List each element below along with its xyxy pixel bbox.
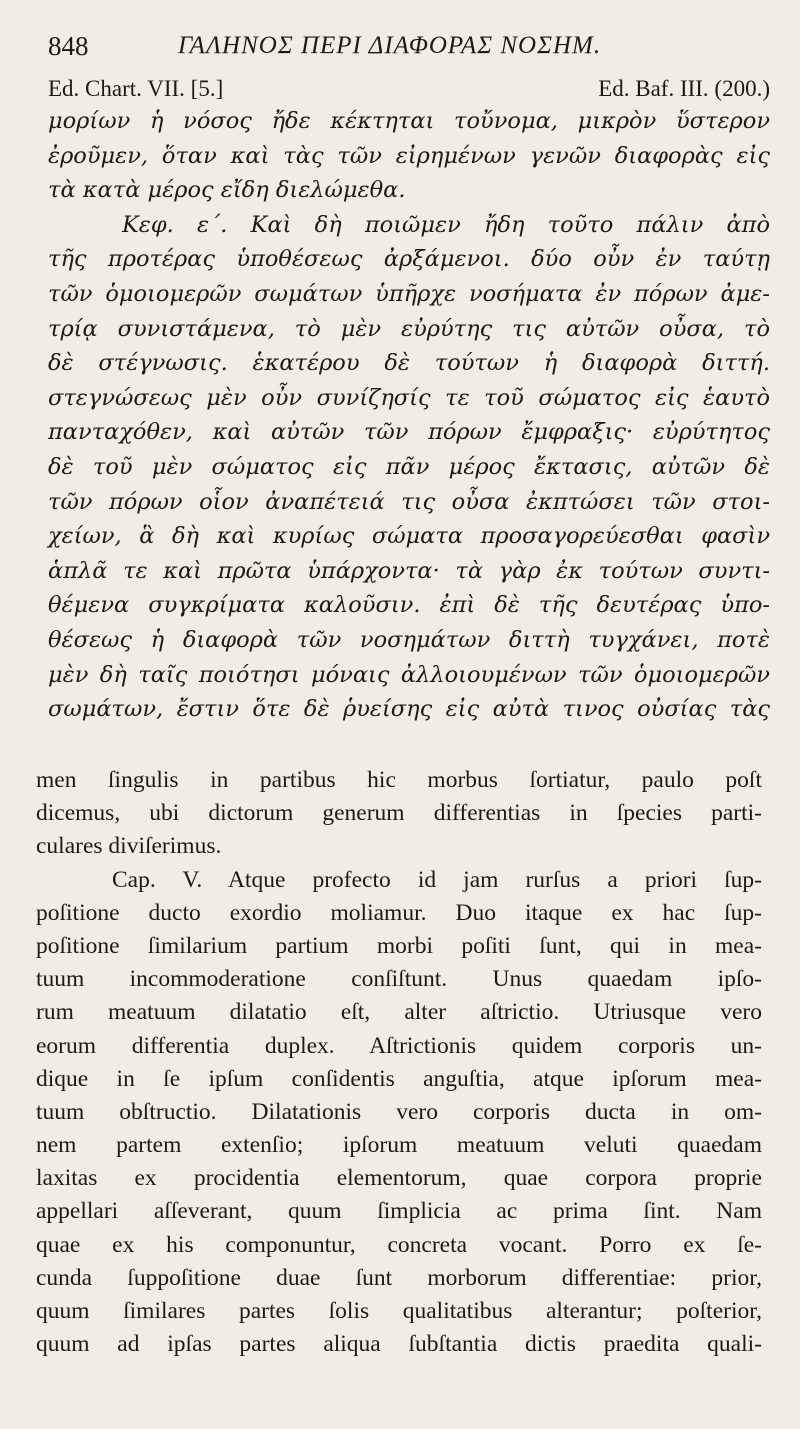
latin-line: quum ſimilares partes ſolis qualitatibus alterantur; poſterior, <box>36 1298 762 1324</box>
greek-line: τρίᾳ συνιστάμενα, τὸ μὲν εὐρύτης τις αὐτῶν οὖσα, τὸ <box>48 315 770 342</box>
latin-line: cunda ſuppoſitione duae ſunt morborum differentiae: prior, <box>36 1264 762 1291</box>
latin-line: poſitione ducto exordio moliamur. Duo itaque ex hac ſup- <box>36 899 762 926</box>
latin-line: poſitione ſimilarium partium morbi poſiti ſunt, qui in mea- <box>36 932 762 959</box>
greek-line: πανταχόθεν, καὶ αὐτῶν τῶν πόρων ἔμφραξις· εὐρύτητος <box>48 419 770 446</box>
greek-line: τὰ κατὰ μέρος εἴδη διελώμεθα. <box>48 177 406 204</box>
edition-basel-reference: Ed. Baf. III. (200.) <box>598 76 770 101</box>
running-head <box>48 28 768 64</box>
greek-text-block <box>48 104 770 727</box>
greek-line: δὲ στέγνωσις. ἑκατέρου δὲ τούτων ἡ διαφορὰ διττή. <box>48 350 770 377</box>
latin-line: appellari aſſeverant, quum ſimplicia ac prima ſint. Nam <box>36 1198 762 1225</box>
greek-line: τῆς προτέρας ὑποθέσεως ἀρξάμενοι. δύο οὖν ἐν ταύτῃ <box>48 246 770 273</box>
latin-line: quae ex his componuntur, concreta vocant. Porro ex ſe- <box>36 1231 762 1258</box>
greek-line: ἐροῦμεν, ὅταν καὶ τὰς τῶν εἰρημένων γενῶν διαφορὰς εἰς <box>48 142 770 169</box>
greek-line: τῶν πόρων οἷον ἀναπέτειά τις οὖσα ἐκπτώσει τῶν στοι- <box>48 488 770 515</box>
latin-line: culares diviſerimus. <box>36 833 222 860</box>
latin-chapter-heading-line: Cap. V. Atque profecto id jam rurſus a priori ſup- <box>112 866 762 893</box>
greek-line: δὲ τοῦ μὲν σώματος εἰς πᾶν μέρος ἔκτασις, αὐτῶν δὲ <box>48 453 770 480</box>
latin-line: men ſingulis in partibus hic morbus ſortiatur, paulo poſt <box>36 767 762 793</box>
latin-line: quum ad ipſas partes aliqua ſubſtantia dictis praedita quali- <box>36 1331 762 1358</box>
latin-line: nem partem extenſio; ipſorum meatuum veluti quaedam <box>36 1132 762 1159</box>
latin-line: tuum obſtructio. Dilatationis vero corporis ducta in om- <box>36 1098 762 1125</box>
greek-line: στεγνώσεως μὲν οὖν συνίζησίς τε τοῦ σώματος εἰς ἑαυτὸ <box>48 384 770 411</box>
latin-text-block <box>36 764 762 1361</box>
edition-chartier-reference: Ed. Chart. VII. [5.] <box>48 76 224 101</box>
latin-line: dicemus, ubi dictorum generum differentias in ſpecies parti- <box>36 800 762 827</box>
edition-reference-line <box>48 74 770 104</box>
latin-line: eorum differentia duplex. Aſtrictionis quidem corporis un- <box>36 1032 762 1059</box>
page-number: 848 <box>48 31 89 61</box>
latin-line: tuum incommoderatione conſiſtunt. Unus quaedam ipſo- <box>36 966 762 993</box>
greek-chapter-heading-line: Κεφ. ε΄. Καὶ δὴ ποιῶμεν ἤδη τοῦτο πάλιν ἀπὸ <box>122 211 770 238</box>
latin-line: dique in ſe ipſum conſidentis anguſtia, atque ipſorum mea- <box>36 1065 762 1092</box>
greek-line: θέμενα συγκρίματα καλοῦσιν. ἐπὶ δὲ τῆς δευτέρας ὑπο- <box>48 592 770 619</box>
greek-line: θέσεως ἡ διαφορὰ τῶν νοσημάτων διττὴ τυγχάνει, ποτὲ <box>48 626 770 653</box>
greek-line: μὲν δὴ ταῖς ποιότησι μόναις ἀλλοιουμένων τῶν ὁμοιομερῶν <box>48 661 770 688</box>
running-title: ΓΑΛΗΝΟΣ ΠΕΡΙ ΔΙΑΦΟΡΑΣ ΝΟΣΗΜ. <box>178 32 602 59</box>
latin-line: laxitas ex procidentia elementorum, quae corpora proprie <box>36 1165 762 1192</box>
greek-line: τῶν ὁμοιομερῶν σωμάτων ὑπῆρχε νοσήματα ἐν πόρων ἀμε- <box>48 280 770 307</box>
latin-line: rum meatuum dilatatio eſt, alter aſtrictio. Utriusque vero <box>36 999 762 1026</box>
greek-line: μορίων ἡ νόσος ἤδε κέκτηται τοὔνομα, μικρὸν ὕστερον <box>48 108 770 134</box>
greek-line: σωμάτων, ἔστιν ὅτε δὲ ῥυείσης εἰς αὐτὰ τινος οὐσίας τὰς <box>48 696 770 723</box>
greek-line: χείων, ἃ δὴ καὶ κυρίως σώματα προσαγορεύεσθαι φασὶν <box>48 523 770 550</box>
greek-line: ἁπλᾶ τε καὶ πρῶτα ὑπάρχοντα· τὰ γὰρ ἐκ τούτων συντι- <box>48 557 770 584</box>
